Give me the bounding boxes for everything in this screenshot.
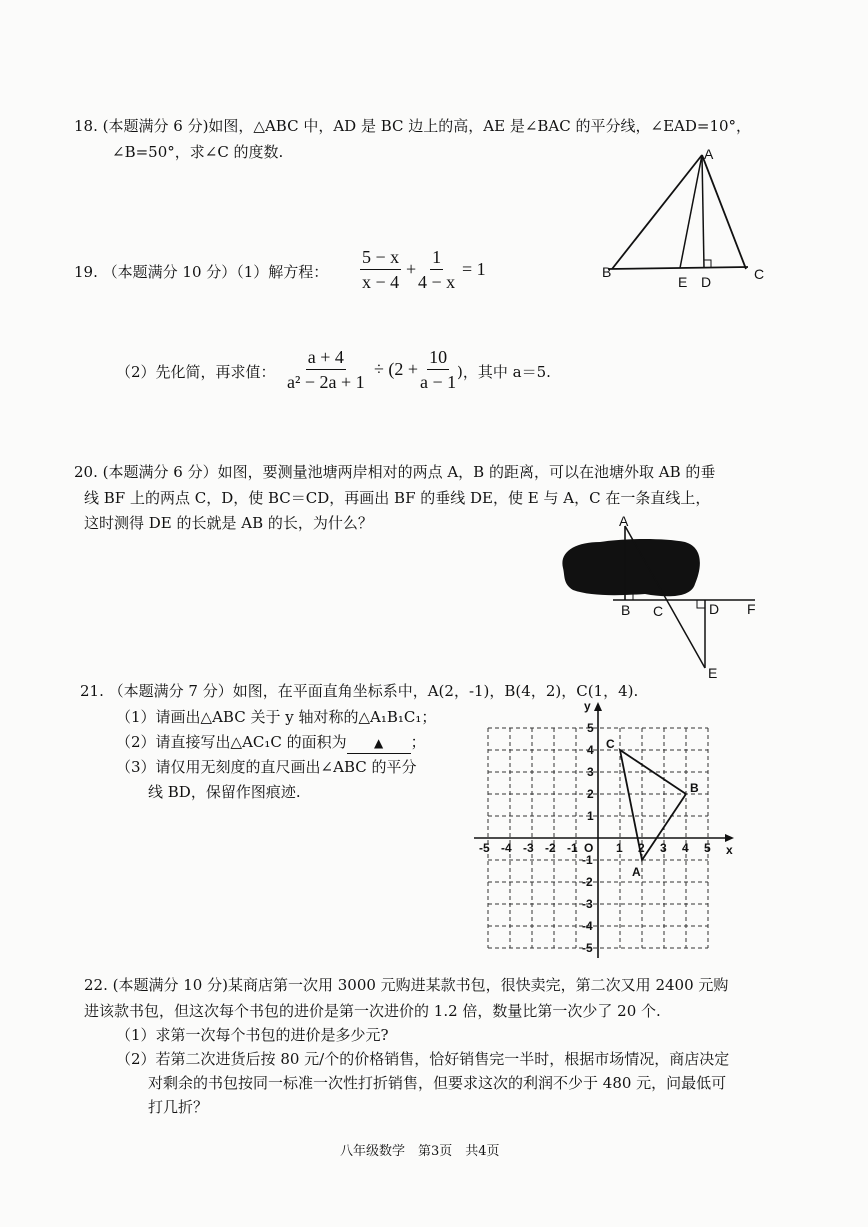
q18-text1: (本题满分 6 分)如图，△ABC 中，AD 是 BC 边上的高，AE 是∠BAC 的平分线，∠EAD=10°，	[102, 117, 752, 135]
q20-label-c: C	[653, 603, 664, 619]
q19-frac3-numerator: a + 4	[306, 346, 346, 370]
q18-number: 18.	[74, 117, 98, 135]
q20-text1: (本题满分 6 分）如图，要测量池塘两岸相对的两点 A，B 的距离，可以在池塘外取 AB 的垂	[102, 463, 716, 481]
q22-text1: (本题满分 10 分)某商店第一次用 3000 元购进某款书包，很快卖完，第二次又用 2400 元购	[112, 976, 729, 994]
q22-item2b: 对剩余的书包按同一标准一次性打折销售，但要求这次的利润不少于 480 元，问最低可	[148, 1074, 727, 1092]
q19-frac1-numerator: 5 − x	[360, 246, 401, 270]
q19-fraction-1	[360, 246, 401, 293]
q22-text2: 进该款书包，但这次每个书包的进价是第一次进价的 1.2 倍，数量比第一次少了 20 个.	[84, 1002, 661, 1020]
q20-text2: 线 BF 上的两点 C，D，使 BC＝CD，再画出 BF 的垂线 DE，使 E 与 A，C 在一条直线上，	[84, 489, 711, 507]
q20-label-b: B	[621, 602, 631, 618]
q22-number: 22.	[84, 976, 108, 994]
q19-frac4-denominator: a − 1	[420, 372, 457, 392]
q19-line1	[74, 262, 328, 282]
q21-item2-prefix: （2）请直接写出△AC₁C 的面积为	[116, 733, 347, 751]
q19-number: 19.	[74, 263, 98, 281]
q18-label-e: E	[678, 274, 688, 290]
q19-expr-mid: ÷ (2 +	[374, 359, 419, 379]
q19-plus: +	[406, 259, 417, 279]
origin-label: O	[584, 841, 594, 855]
q22-item1: （1）求第一次每个书包的进价是多少元?	[116, 1026, 389, 1044]
x-tick-label: -3	[523, 841, 534, 855]
q21-answer-blank[interactable]: ▲	[347, 733, 411, 754]
y-tick-label: 3	[587, 765, 594, 779]
q20-pond-figure	[555, 512, 765, 682]
q18-text2: ∠B=50°，求∠C 的度数.	[112, 143, 284, 161]
x-tick-label: -1	[567, 841, 578, 855]
q21-line1	[80, 681, 638, 701]
x-tick-label: 2	[638, 841, 645, 855]
q19-frac4-numerator: 10	[427, 346, 449, 370]
q19-frac2-numerator: 1	[430, 246, 443, 270]
point-label-b: B	[690, 781, 699, 795]
q19-fraction-4	[420, 346, 456, 393]
q21-item3b: 线 BD，保留作图痕迹.	[148, 783, 301, 801]
q19-frac1-denominator: x − 4	[362, 272, 400, 292]
triangle-abc	[620, 750, 686, 860]
q21-item1: （1）请画出△ABC 关于 y 轴对称的△A₁B₁C₁；	[116, 708, 437, 726]
x-tick-label: 3	[660, 841, 667, 855]
q22-item2c: 打几折？	[148, 1098, 209, 1116]
q18-label-d: D	[701, 274, 712, 290]
q19-fraction-3	[287, 346, 365, 393]
q20-label-f: F	[747, 601, 756, 617]
q21-item2	[116, 732, 426, 754]
q22-line1	[84, 975, 728, 995]
q21-coordinate-grid	[460, 700, 750, 962]
q18-label-b: B	[602, 264, 612, 280]
q20-label-e: E	[708, 665, 718, 681]
y-tick-label: 1	[587, 809, 594, 823]
q21-number: 21.	[80, 682, 104, 700]
q20-label-a: A	[619, 513, 629, 529]
y-tick-label: -4	[582, 919, 593, 933]
x-tick-label: 5	[704, 841, 711, 855]
page-footer: 八年级数学 第3页 共4页	[340, 1144, 500, 1159]
x-axis-arrow	[725, 834, 734, 842]
y-tick-label: 4	[587, 743, 594, 757]
q19-fraction-2	[418, 246, 455, 293]
q19-rhs: = 1	[462, 259, 486, 279]
point-label-c: C	[606, 737, 615, 751]
q21-item2-suffix: ；	[410, 733, 426, 751]
q19-part1-prefix: （本题满分 10 分）（1）解方程：	[102, 263, 329, 281]
q18-label-a: A	[704, 146, 714, 162]
x-tick-label: 1	[616, 841, 623, 855]
q21-intro: （本题满分 7 分）如图，在平面直角坐标系中，A(2，-1)，B(4，2)，C(1，4).	[108, 682, 639, 700]
q19-frac2-denominator: 4 − x	[418, 272, 456, 292]
q18-triangle-figure	[600, 145, 770, 295]
y-tick-label: -5	[582, 941, 593, 955]
x-tick-label: -5	[479, 841, 490, 855]
q20-line1	[74, 462, 715, 482]
x-axis-label: x	[726, 843, 733, 857]
x-tick-label: 4	[682, 841, 689, 855]
y-axis-label: y	[584, 699, 591, 713]
y-tick-label: -1	[582, 853, 593, 867]
q22-item2a: （2）若第二次进货后按 80 元/个的价格销售，恰好销售完一半时，根据市场情况，商店决定	[116, 1050, 730, 1068]
q20-label-d: D	[709, 601, 720, 617]
q18-line1	[74, 116, 751, 136]
y-tick-label: -3	[582, 897, 593, 911]
x-tick-label: -2	[545, 841, 556, 855]
q19-frac3-denominator: a² − 2a + 1	[287, 372, 365, 392]
y-tick-label: 5	[587, 721, 594, 735]
x-tick-label: -4	[501, 841, 512, 855]
y-axis-arrow	[594, 702, 602, 711]
q20-text3: 这时测得 DE 的长就是 AB 的长，为什么？	[84, 514, 373, 532]
q20-number: 20.	[74, 463, 98, 481]
q18-label-c: C	[754, 266, 765, 282]
q19-part2-prefix: （2）先化简，再求值：	[116, 363, 276, 381]
q21-item3a: （3）请仅用无刻度的直尺画出∠ABC 的平分	[116, 758, 417, 776]
y-tick-label: -2	[582, 875, 593, 889]
q19-expr-end: )，其中 a＝5.	[457, 363, 551, 381]
pond-shape	[562, 539, 699, 596]
point-label-a: A	[632, 865, 641, 879]
y-tick-label: 2	[587, 787, 594, 801]
